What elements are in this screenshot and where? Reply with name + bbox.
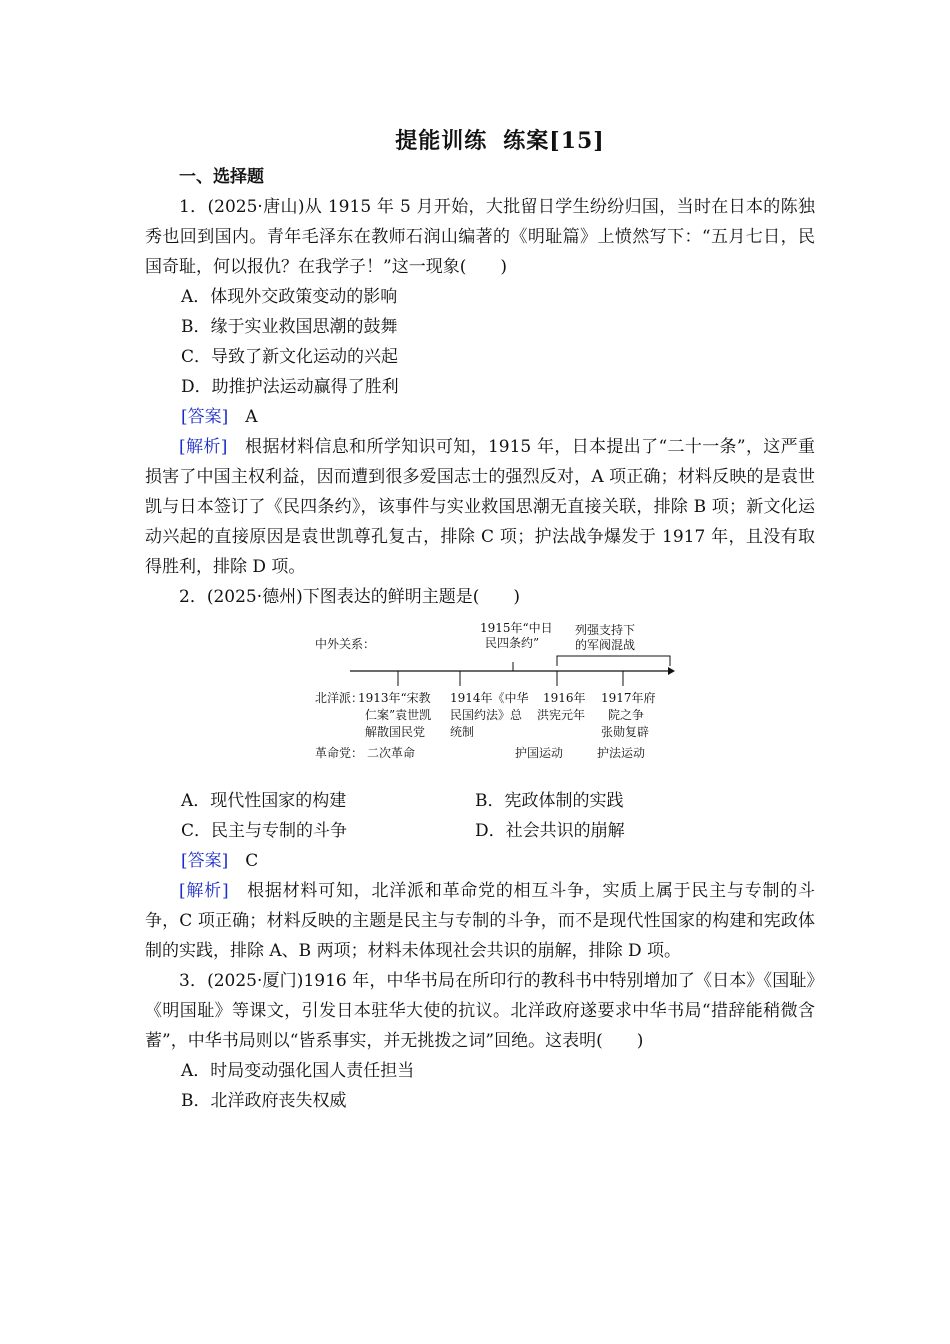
q1-option-d: D．助推护法运动赢得了胜利 <box>181 377 399 397</box>
question-content <box>145 162 815 1116</box>
title-part-b: 练案[15] <box>503 128 605 154</box>
r2-label: 护国运动 <box>515 746 564 760</box>
analysis-text: 根据材料信息和所学知识可知，1915 年，日本提出了“二十一条”，这严重损害了中国主权利益，因而遭到很多爱国志士的强烈反对，A 项正确；材料反映的是袁世凯与日本签订了《民四条约》，该事件与实业救国思潮无直接关联，排除 B 项；新文化运动兴起的直接原因是袁世凯尊孔复古，排除 C 项；护法战争爆发于 1917 年，且没有取得胜利，排除 D 项。 <box>145 437 816 577</box>
e4-line3: 张勋复辟 <box>601 725 650 739</box>
arrow-head-icon <box>668 667 675 675</box>
label-revolution: 革命党： <box>315 746 364 760</box>
q2-option-c: C．民主与专制的斗争 <box>181 821 348 841</box>
warlord-line1: 列强支持下 <box>575 623 636 637</box>
warlord-line2: 的军阀混战 <box>575 638 636 652</box>
answer-value: A <box>245 407 258 427</box>
bracket-line <box>557 656 670 666</box>
q2-options-row2 <box>145 816 815 846</box>
e3-line2: 洪宪元年 <box>537 708 586 722</box>
answer-value: C <box>245 851 259 871</box>
q2-option-d: D．社会共识的崩解 <box>475 821 625 841</box>
q3-option-a: A．时局变动强化国人责任担当 <box>181 1061 415 1081</box>
timeline-figure <box>145 618 815 778</box>
q2-option-a: A．现代性国家的构建 <box>181 791 347 811</box>
e1-line1: 1913年“宋教 <box>358 691 431 705</box>
e1-line3: 解散国民党 <box>365 725 426 739</box>
q2-answer <box>145 846 815 876</box>
treaty-line2: 民四条约” <box>485 636 540 650</box>
q1-stem: 1．(2025·唐山)从 1915 年 5 月开始，大批留日学生纷纷归国，当时在日本的陈独秀也回到国内。青年毛泽东在教师石润山编著的《明耻篇》上愤然写下：“五月七日，民国奇耻，何以报仇？在我学子！”这一现象( ) <box>145 197 815 277</box>
r3-label: 护法运动 <box>597 746 646 760</box>
e4-line2: 院之争 <box>608 708 645 722</box>
e2-line1: 1914年《中华 <box>450 691 529 705</box>
e3-line1: 1916年 <box>543 691 586 705</box>
q1-option-c: C．导致了新文化运动的兴起 <box>181 347 399 367</box>
q1-analysis <box>145 432 815 582</box>
e2-line2: 民国约法》总 <box>450 708 523 722</box>
q1-option-a: A．体现外交政策变动的影响 <box>181 287 398 307</box>
section-heading: 一、选择题 <box>179 167 264 187</box>
analysis-tag: [解析] <box>179 881 229 901</box>
analysis-tag: [解析] <box>179 437 228 457</box>
q2-options-row1 <box>145 786 815 816</box>
e4-line1: 1917年府 <box>601 691 656 705</box>
e1-line2: 仁案”袁世凯 <box>365 708 432 722</box>
label-foreign: 中外关系： <box>315 637 376 651</box>
answer-tag: [答案] <box>181 851 229 871</box>
title-part-a: 提能训练 <box>395 128 488 154</box>
q1-option-b: B．缘于实业救国思潮的鼓舞 <box>181 317 398 337</box>
analysis-text: 根据材料可知，北洋派和革命党的相互斗争，实质上属于民主与专制的斗争，C 项正确；材料反映的主题是民主与专制的斗争，而不是现代性国家的构建和宪政体制的实践，排除 A、B 两项；材料未体现社会共识的崩解，排除 D 项。 <box>145 881 816 961</box>
treaty-line1: 1915年“中日 <box>480 621 553 635</box>
q2-stem: 2．(2025·德州)下图表达的鲜明主题是( ) <box>179 587 521 607</box>
e2-line3: 统制 <box>450 725 475 739</box>
page-title <box>0 124 950 155</box>
q2-option-b: B．宪政体制的实践 <box>475 791 624 811</box>
q1-answer <box>145 402 815 432</box>
q3-option-b: B．北洋政府丧失权威 <box>181 1091 347 1111</box>
answer-tag: [答案] <box>181 407 229 427</box>
q2-analysis <box>145 876 815 966</box>
label-beiyang: 北洋派： <box>315 691 364 705</box>
r1-label: 二次革命 <box>367 746 416 760</box>
q3-stem: 3．(2025·厦门)1916 年，中华书局在所印行的教科书中特别增加了《日本》《国耻》《明国耻》等课文，引发日本驻华大使的抗议。北洋政府遂要求中华书局“措辞能稍微含蓄”，中华书局则以“皆系事实，并无挑拨之词”回绝。这表明( ) <box>145 971 815 1051</box>
